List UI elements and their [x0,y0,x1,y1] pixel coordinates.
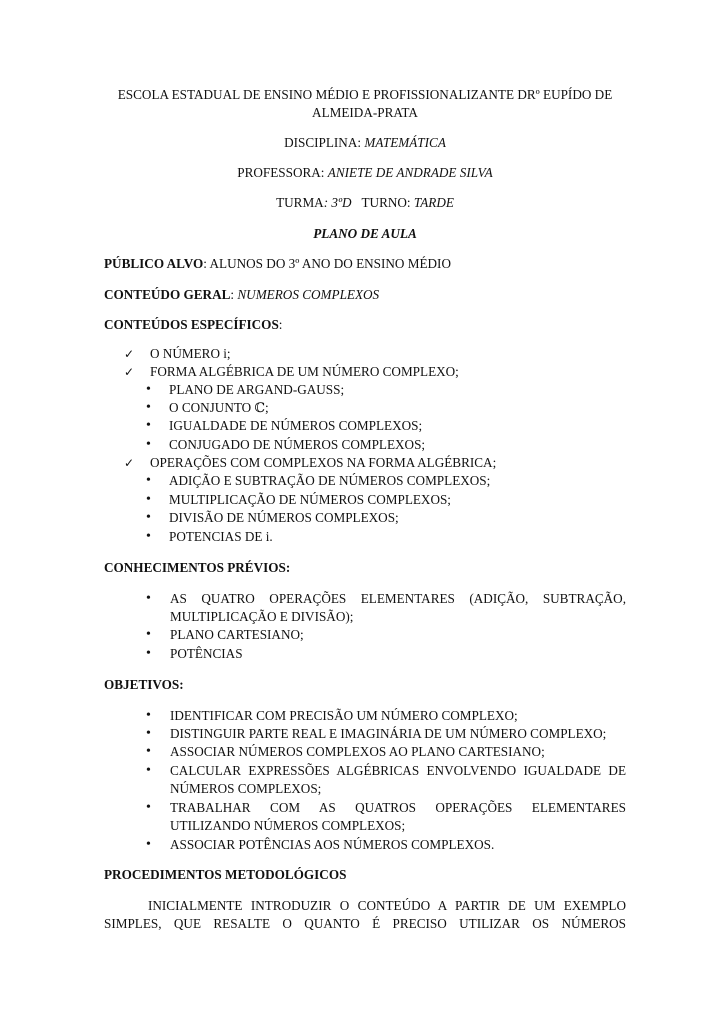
list-item: POTENCIAS DE i. [169,529,273,544]
list-item: OPERAÇÕES COM COMPLEXOS NA FORMA ALGÉBRICA; [150,455,497,470]
conteudo-geral-label: CONTEÚDO GERAL [104,287,231,302]
publico-alvo-value: : ALUNOS DO 3º ANO DO ENSINO MÉDIO [203,256,451,271]
turma-label: TURMA [276,195,324,210]
bullet-icon: • [146,627,151,642]
list-item: DISTINGUIR PARTE REAL E IMAGINÁRIA DE UM NÚMERO COMPLEXO; [170,726,607,741]
list-item-continuation: UTILIZANDO NÚMEROS COMPLEXOS; [170,818,406,833]
bullet-icon: • [146,492,151,507]
conteudo-geral-line [104,286,379,304]
school-name-line2: ALMEIDA-PRATA [312,105,418,120]
list-item: IDENTIFICAR COM PRECISÃO UM NÚMERO COMPLEXO; [170,708,518,723]
publico-alvo-line [104,255,451,273]
bullet-icon: • [146,510,151,525]
list-item-continuation: NÚMEROS COMPLEXOS; [170,781,322,796]
professora-line [104,164,626,182]
conteudo-geral-value: NUMEROS COMPLEXOS [237,287,380,302]
bullet-icon: • [146,837,151,852]
professora-value: ANIETE DE ANDRADE SILVA [327,165,493,180]
professora-label: PROFESSORA: [237,165,328,180]
bullet-icon: • [146,591,151,606]
publico-alvo-label: PÚBLICO ALVO [104,256,204,271]
conteudos-especificos-label: CONTEÚDOS ESPECÍFICOS [104,317,279,332]
bullet-icon: • [146,437,151,452]
list-item: ASSOCIAR POTÊNCIAS AOS NÚMEROS COMPLEXOS. [170,837,495,852]
disciplina-value: MATEMÁTICA [364,135,446,150]
list-item-continuation: MULTIPLICAÇÃO E DIVISÃO); [170,609,354,624]
checkmark-icon: ✓ [124,365,135,379]
bullet-icon: • [146,726,151,741]
document-title: PLANO DE AULA [313,226,417,241]
bullet-icon: • [146,763,151,778]
checkmark-icon: ✓ [124,347,135,361]
disciplina-line [104,134,626,152]
list-item: POTÊNCIAS [170,646,243,661]
disciplina-label: DISCIPLINA: [284,135,365,150]
procedimentos-paragraph-line1: INICIALMENTE INTRODUZIR O CONTEÚDO A PARTIR DE UM EXEMPLO [148,898,626,913]
turma-value: : 3ºD [323,195,352,210]
conteudo-geral-sep: : [230,287,238,302]
list-item: ADIÇÃO E SUBTRAÇÃO DE NÚMEROS COMPLEXOS; [169,473,491,488]
list-item: CALCULAR EXPRESSÕES ALGÉBRICAS ENVOLVENDO IGUALDADE DE [170,763,626,778]
procedimentos-paragraph-line2: SIMPLES, QUE RESALTE O QUANTO É PRECISO UTILIZAR OS NÚMEROS [104,916,626,931]
bullet-icon: • [146,382,151,397]
turno-value: TARDE [413,195,454,210]
turno-label: TURNO: [361,195,414,210]
list-item: O CONJUNTO ℂ; [169,400,269,415]
list-item: CONJUGADO DE NÚMEROS COMPLEXOS; [169,437,426,452]
bullet-icon: • [146,418,151,433]
list-item: IGUALDADE DE NÚMEROS COMPLEXOS; [169,418,423,433]
checkmark-icon: ✓ [124,456,135,470]
list-item: ASSOCIAR NÚMEROS COMPLEXOS AO PLANO CARTESIANO; [170,744,545,759]
list-item: MULTIPLICAÇÃO DE NÚMEROS COMPLEXOS; [169,492,451,507]
list-item: AS QUATRO OPERAÇÕES ELEMENTARES (ADIÇÃO, SUBTRAÇÃO, [170,591,626,606]
bullet-icon: • [146,800,151,815]
procedimentos-heading: PROCEDIMENTOS METODOLÓGICOS [104,867,347,882]
school-name-line1: ESCOLA ESTADUAL DE ENSINO MÉDIO E PROFISSIONALIZANTE DRº EUPÍDO DE [117,87,613,102]
bullet-icon: • [146,473,151,488]
objetivos-heading: OBJETIVOS: [104,677,184,692]
conteudos-especificos-sep: : [278,317,283,332]
bullet-icon: • [146,744,151,759]
list-item: DIVISÃO DE NÚMEROS COMPLEXOS; [169,510,399,525]
list-item: O NÚMERO i; [150,346,231,361]
conteudos-especificos-heading [104,316,282,334]
conhecimentos-previos-heading: CONHECIMENTOS PRÉVIOS: [104,560,291,575]
list-item: FORMA ALGÉBRICA DE UM NÚMERO COMPLEXO; [150,364,459,379]
bullet-icon: • [146,529,151,544]
list-item: PLANO CARTESIANO; [170,627,304,642]
turma-turno-line [104,194,626,212]
bullet-icon: • [146,400,151,415]
list-item: TRABALHAR COM AS QUATROS OPERAÇÕES ELEMENTARES [170,800,626,815]
bullet-icon: • [146,646,151,661]
bullet-icon: • [146,708,151,723]
list-item: PLANO DE ARGAND-GAUSS; [169,382,345,397]
